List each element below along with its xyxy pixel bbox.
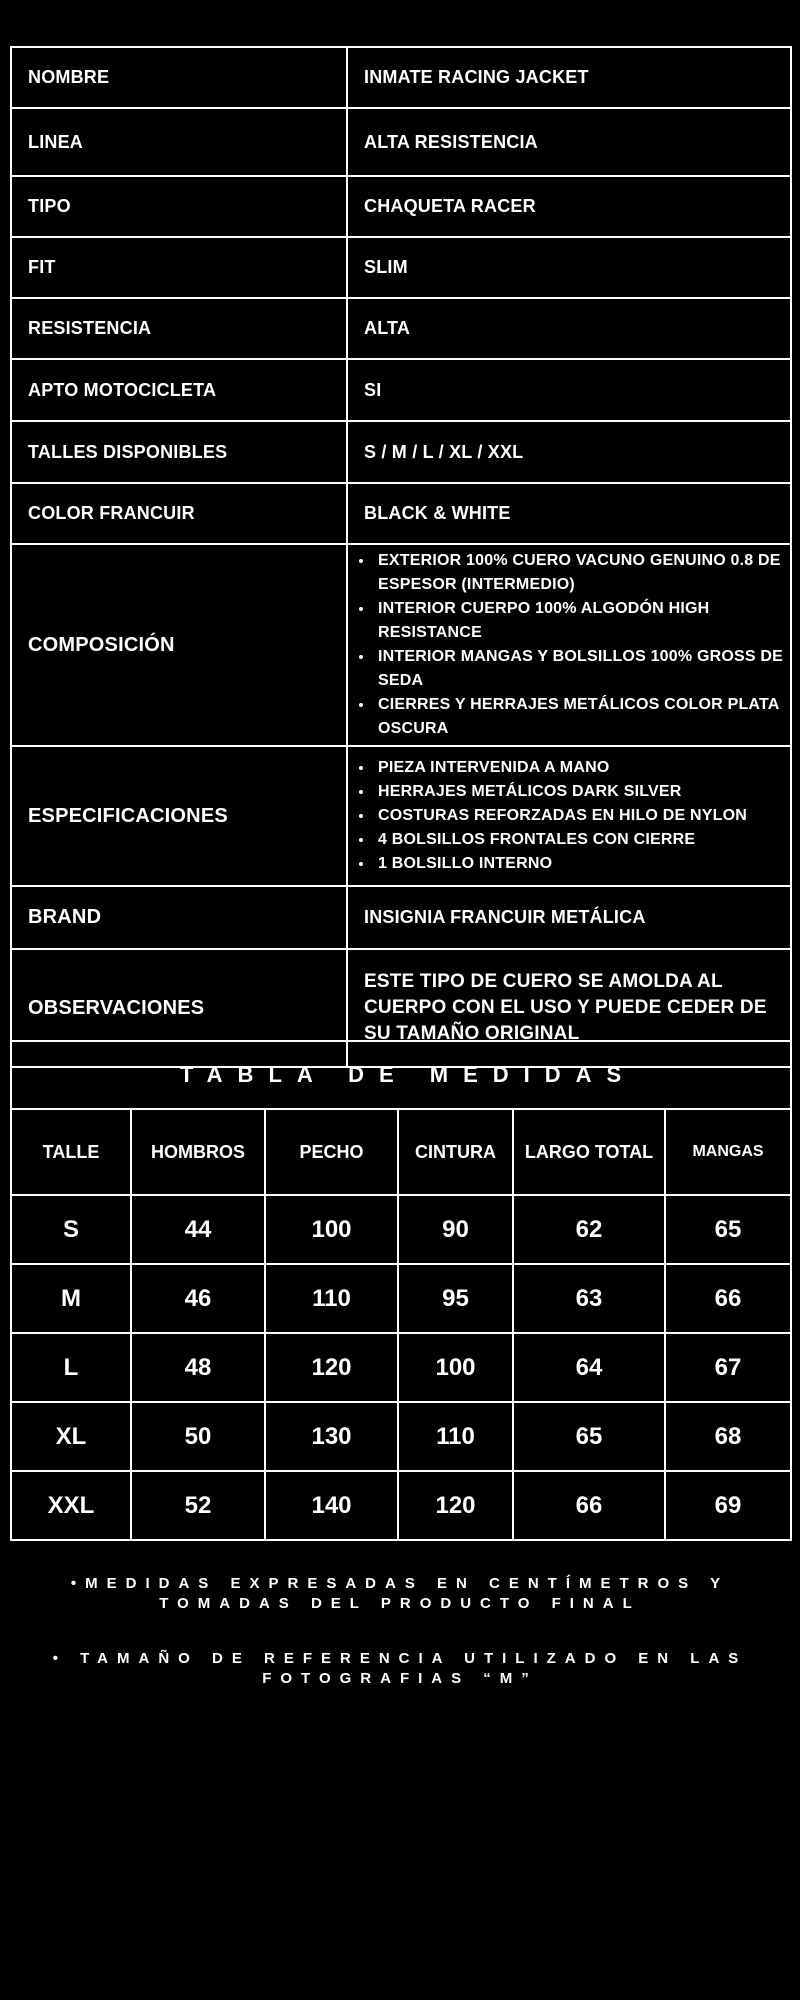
spec-label: NOMBRE <box>11 47 347 108</box>
spec-row-composicion <box>11 544 791 746</box>
table-cell: M <box>11 1264 131 1333</box>
spec-value: SI <box>347 359 791 421</box>
table-cell: 110 <box>398 1402 513 1471</box>
spec-label: RESISTENCIA <box>11 298 347 359</box>
spec-row-apto-motocicleta <box>11 359 791 421</box>
spec-value: CHAQUETA RACER <box>347 176 791 237</box>
table-cell: 48 <box>131 1333 265 1402</box>
table-row <box>11 1195 791 1264</box>
list-item: • CIERRES Y HERRAJES METÁLICOS COLOR PLATA OSCURA <box>374 693 790 741</box>
table-cell: 120 <box>265 1333 398 1402</box>
table-cell: 95 <box>398 1264 513 1333</box>
spec-label: TALLES DISPONIBLES <box>11 421 347 483</box>
table-cell: 68 <box>665 1402 791 1471</box>
list-item: • EXTERIOR 100% CUERO VACUNO GENUINO 0.8 DE ESPESOR (INTERMEDIO) <box>374 549 790 597</box>
table-cell: 130 <box>265 1402 398 1471</box>
table-cell: 63 <box>513 1264 665 1333</box>
spec-row-linea <box>11 108 791 176</box>
table-row <box>11 1471 791 1540</box>
size-chart-table <box>10 1040 792 1541</box>
product-spec-table <box>10 46 792 1068</box>
especificaciones-list <box>354 752 790 880</box>
spec-row-color <box>11 483 791 544</box>
spec-label: APTO MOTOCICLETA <box>11 359 347 421</box>
spec-label: COLOR FRANCUIR <box>11 483 347 544</box>
size-chart-header-row <box>11 1109 791 1195</box>
spec-label: TIPO <box>11 176 347 237</box>
composicion-list <box>354 545 790 745</box>
spec-value: BLACK & WHITE <box>347 483 791 544</box>
table-row <box>11 1264 791 1333</box>
list-item: • 1 BOLSILLO INTERNO <box>374 852 790 876</box>
column-header: PECHO <box>265 1109 398 1195</box>
spec-value: S / M / L / XL / XXL <box>347 421 791 483</box>
spec-value: SLIM <box>347 237 791 298</box>
column-header: HOMBROS <box>131 1109 265 1195</box>
spec-label: OBSERVACIONES <box>11 949 347 1067</box>
table-cell: 100 <box>265 1195 398 1264</box>
list-item: • PIEZA INTERVENIDA A MANO <box>374 756 790 780</box>
column-header: LARGO TOTAL <box>513 1109 665 1195</box>
especificaciones-list-cell <box>347 746 791 886</box>
table-cell: 140 <box>265 1471 398 1540</box>
spec-value: INSIGNIA FRANCUIR METÁLICA <box>347 886 791 949</box>
table-row <box>11 1333 791 1402</box>
size-chart-title: TABLA DE MEDIDAS <box>11 1041 791 1109</box>
table-cell: 66 <box>665 1264 791 1333</box>
table-cell: 65 <box>513 1402 665 1471</box>
table-cell: 66 <box>513 1471 665 1540</box>
spec-row-resistencia <box>11 298 791 359</box>
list-item: • INTERIOR MANGAS Y BOLSILLOS 100% GROSS DE SEDA <box>374 645 790 693</box>
table-cell: 120 <box>398 1471 513 1540</box>
spec-row-especificaciones <box>11 746 791 886</box>
table-cell: 67 <box>665 1333 791 1402</box>
spec-row-nombre <box>11 47 791 108</box>
spec-label: BRAND <box>11 886 347 949</box>
table-cell: 44 <box>131 1195 265 1264</box>
table-cell: S <box>11 1195 131 1264</box>
measurement-note: •MEDIDAS EXPRESADAS EN CENTÍMETROS Y TOMADAS DEL PRODUCTO FINAL <box>70 1575 730 1612</box>
list-item: • INTERIOR CUERPO 100% ALGODÓN HIGH RESISTANCE <box>374 597 790 645</box>
spec-label: LINEA <box>11 108 347 176</box>
table-cell: 50 <box>131 1402 265 1471</box>
spec-value: ALTA <box>347 298 791 359</box>
column-header: MANGAS <box>665 1109 791 1195</box>
list-item: • 4 BOLSILLOS FRONTALES CON CIERRE <box>374 828 790 852</box>
table-cell: 62 <box>513 1195 665 1264</box>
table-cell: 46 <box>131 1264 265 1333</box>
spec-value: ESTE TIPO DE CUERO SE AMOLDA AL CUERPO CON EL USO Y PUEDE CEDER DE SU TAMAÑO ORIGINAL <box>347 949 791 1067</box>
spec-label: COMPOSICIÓN <box>11 544 347 746</box>
spec-row-brand <box>11 886 791 949</box>
table-cell: XXL <box>11 1471 131 1540</box>
list-item: • COSTURAS REFORZADAS EN HILO DE NYLON <box>374 804 790 828</box>
list-item: • HERRAJES METÁLICOS DARK SILVER <box>374 780 790 804</box>
table-row <box>11 1402 791 1471</box>
table-cell: 110 <box>265 1264 398 1333</box>
spec-value: INMATE RACING JACKET <box>347 47 791 108</box>
table-cell: 69 <box>665 1471 791 1540</box>
column-header: CINTURA <box>398 1109 513 1195</box>
table-cell: XL <box>11 1402 131 1471</box>
spec-label: FIT <box>11 237 347 298</box>
reference-size-note: • TAMAÑO DE REFERENCIA UTILIZADO EN LAS FOTOGRAFIAS “M” <box>52 1650 748 1687</box>
table-cell: 52 <box>131 1471 265 1540</box>
spec-row-fit <box>11 237 791 298</box>
table-cell: 100 <box>398 1333 513 1402</box>
composicion-list-cell <box>347 544 791 746</box>
table-cell: 90 <box>398 1195 513 1264</box>
spec-row-tipo <box>11 176 791 237</box>
size-chart-title-row <box>11 1041 791 1109</box>
table-cell: L <box>11 1333 131 1402</box>
spec-value: ALTA RESISTENCIA <box>347 108 791 176</box>
spec-label: ESPECIFICACIONES <box>11 746 347 886</box>
table-cell: 65 <box>665 1195 791 1264</box>
spec-row-talles <box>11 421 791 483</box>
table-cell: 64 <box>513 1333 665 1402</box>
column-header: TALLE <box>11 1109 131 1195</box>
